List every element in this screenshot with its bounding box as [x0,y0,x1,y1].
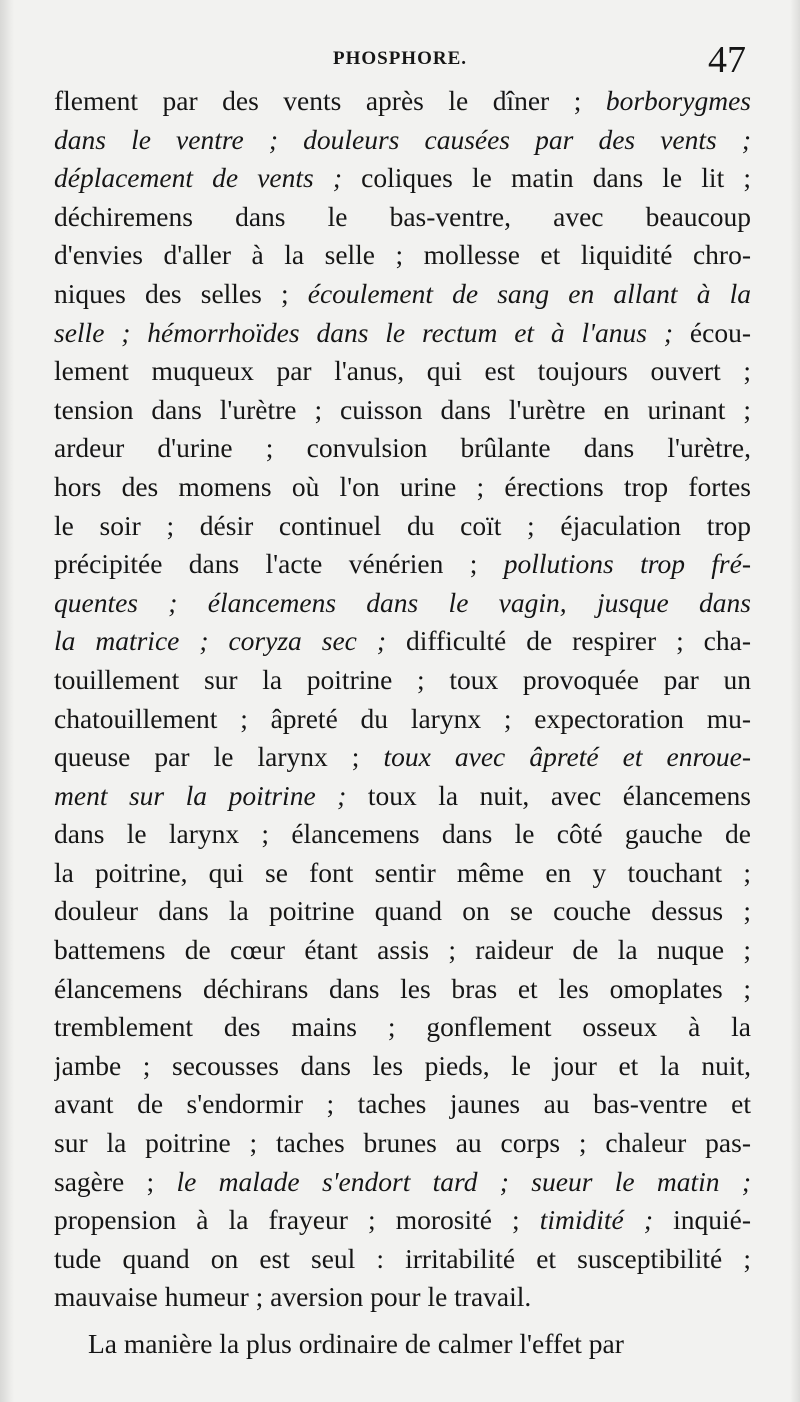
text-line [54,700,751,739]
text-line [54,1124,751,1163]
text-line [54,815,751,854]
text-run: flement par des vents après le dîner ; [54,85,606,116]
text-line [54,1008,751,1047]
text-run: avant de s'endormir ; taches jaunes au bas-ventre et [54,1088,751,1120]
text-line [54,545,751,584]
text-run: hors des momens où l'on urine ; érections trop fortes [54,470,751,502]
text-line [54,1047,751,1086]
text-run: le soir ; désir continuel du coït ; éjaculation trop [54,509,751,541]
paragraph-2 [54,1325,751,1364]
text-line [54,622,751,661]
text-run: toux la nuit, avec élancemens [346,779,751,811]
text-line [54,82,751,121]
italic-run: la matrice ; coryza sec ; [54,625,386,657]
page-number: 47 [708,39,746,81]
text-line [54,159,751,198]
italic-run: borborygmes [605,85,751,116]
text-run: difficulté de respirer ; cha- [385,625,751,657]
text-run: précipitée dans l'acte vénérien ; [54,548,504,580]
italic-run: le malade s'endort tard ; sueur le matin ; [176,1165,751,1197]
text-run: élancemens déchirans dans les bras et les omoplates ; [54,972,751,1004]
italic-run: ment sur la poitrine ; [54,779,347,811]
text-line [54,1163,751,1202]
text-run: touillement sur la poitrine ; toux provoquée par un [54,663,751,695]
italic-run: dans le ventre ; douleurs causées par des vents ; [54,123,751,155]
text-line [54,738,751,777]
text-line [54,1278,751,1317]
text-run: chatouillement ; âpreté du larynx ; expectoration mu- [54,702,751,734]
text-line [54,931,751,970]
text-run: déchiremens dans le bas-ventre, avec beaucoup [54,200,751,232]
running-title: PHOSPHORE. [332,48,468,69]
text-run: d'envies d'aller à la selle ; mollesse et liquidité chro- [54,239,751,271]
text-run: La manière la plus ordinaire de calmer l'effet par [88,1328,624,1359]
text-line [54,468,751,507]
text-run: mauvaise humeur ; aversion pour le travail. [54,1281,532,1313]
text-run: inquié- [653,1204,751,1236]
text-line [54,1325,751,1364]
text-line [54,275,751,314]
text-run: ardeur d'urine ; convulsion brûlante dans l'urètre, [54,432,751,464]
text-line [54,777,751,816]
text-line [54,121,751,160]
body-text [54,82,751,1364]
text-line [54,1201,751,1240]
text-run: jambe ; secousses dans les pieds, le jour et la nuit, [54,1049,751,1081]
italic-run: déplacement de vents ; [54,162,343,194]
text-run: lement muqueux par l'anus, qui est toujours ouvert ; [54,355,751,387]
text-line [54,429,751,468]
text-run: douleur dans la poitrine quand on se couche dessus ; [54,895,751,927]
text-run: tension dans l'urètre ; cuisson dans l'urètre en urinant ; [54,393,751,425]
text-line [54,584,751,623]
text-run: propension à la frayeur ; morosité ; [54,1204,540,1236]
text-line [54,854,751,893]
text-run: sur la poitrine ; taches brunes au corps ; chaleur pas- [54,1127,751,1159]
text-run: battemens de cœur étant assis ; raideur de la nuque ; [54,934,751,966]
text-run: la poitrine, qui se font sentir même en y touchant ; [54,856,751,888]
text-run: sagère ; [54,1165,177,1197]
text-line [54,892,751,931]
italic-run: écoulement de sang en allant à la [307,277,751,309]
italic-run: toux avec âpreté et enroue- [383,741,751,773]
text-run: coliques le matin dans le lit ; [342,162,751,194]
text-line [54,1240,751,1279]
text-line [54,507,751,546]
paragraph-gap [54,1317,751,1325]
text-run: niques des selles ; [54,277,308,309]
italic-run: pollutions trop fré- [503,548,751,580]
paragraph-1 [54,82,751,1317]
text-run: queuse par le larynx ; [54,741,384,773]
text-line [54,314,751,353]
text-run: écou- [673,316,751,348]
text-run: dans le larynx ; élancemens dans le côté gauche de [54,818,751,850]
text-run: tude quand on est seul : irritabilité et susceptibilité ; [54,1242,751,1274]
text-line [54,236,751,275]
text-line [54,198,751,237]
text-run: tremblement des mains ; gonflement osseux à la [54,1011,751,1043]
text-line [54,1085,751,1124]
text-line [54,970,751,1009]
italic-run: selle ; hémorrhoïdes dans le rectum et à l'anus ; [54,316,674,348]
text-line [54,661,751,700]
text-line [54,391,751,430]
running-head [0,39,800,82]
text-line [54,352,751,391]
italic-run: quentes ; élancemens dans le vagin, jusque dans [54,586,751,618]
italic-run: timidité ; [539,1204,653,1236]
